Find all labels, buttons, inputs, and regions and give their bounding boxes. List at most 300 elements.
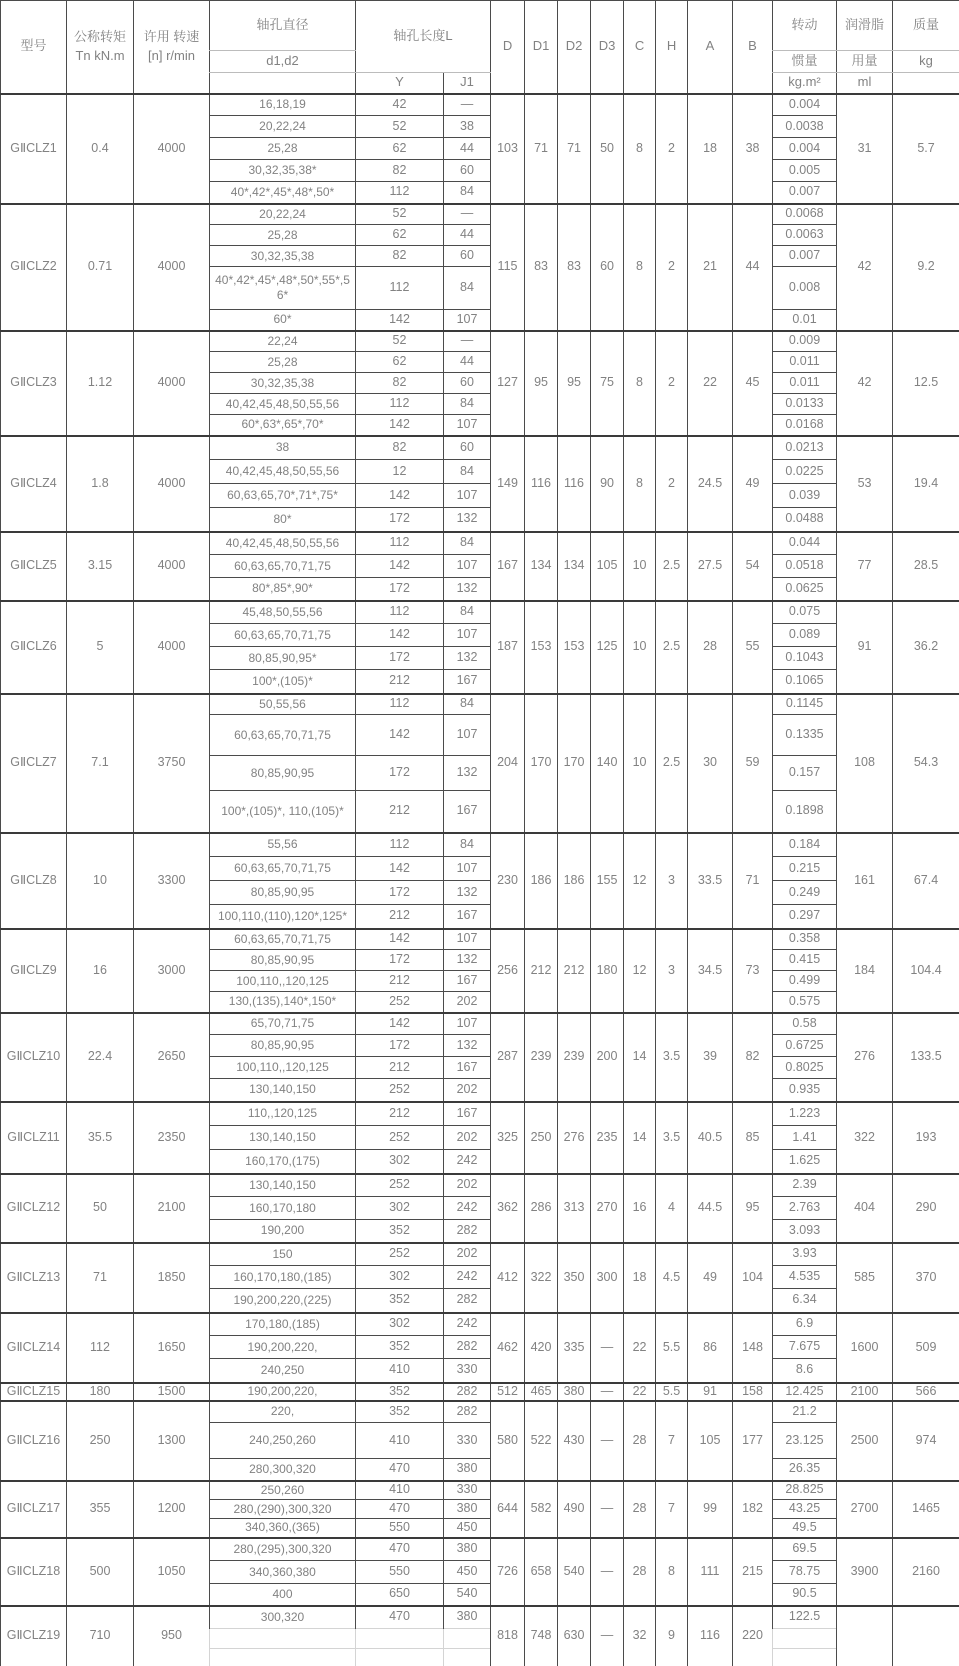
- dim-b-cell: 45: [733, 331, 773, 436]
- mass-cell: 67.4: [893, 833, 959, 929]
- dim-c-cell: 12: [624, 929, 656, 1013]
- inertia-cell: 23.125: [773, 1423, 837, 1459]
- length-j1-cell: 167: [444, 791, 491, 833]
- inertia-cell: 0.1065: [773, 670, 837, 694]
- torque-cell: 250: [67, 1401, 134, 1481]
- dim-h-cell: 5.5: [656, 1383, 688, 1401]
- dim-a-cell: 18: [688, 94, 733, 204]
- dim-h-cell: 2: [656, 94, 688, 204]
- grease-cell: 2500: [837, 1401, 893, 1481]
- dim-h-cell: 8: [656, 1538, 688, 1606]
- dim-h-cell: 2: [656, 204, 688, 331]
- col-header-torque: [67, 1, 134, 94]
- grease-cell: 1600: [837, 1313, 893, 1383]
- length-j1-cell: 330: [444, 1359, 491, 1383]
- model-cell: GⅡCLZ6: [1, 601, 67, 694]
- bore-diameter-cell: 100*,(105)*: [210, 670, 356, 694]
- inertia-cell: 0.01: [773, 310, 837, 331]
- dim-d-cell: 362: [491, 1174, 525, 1243]
- dim-d2-cell: 313: [558, 1174, 591, 1243]
- length-j1-cell: 84: [444, 394, 491, 415]
- dim-a-cell: 91: [688, 1383, 733, 1401]
- torque-cell: 180: [67, 1383, 134, 1401]
- dim-d3-cell: 180: [591, 929, 624, 1013]
- length-y-cell: 212: [356, 905, 444, 929]
- dim-c-cell: 8: [624, 204, 656, 331]
- dim-d2-cell: 116: [558, 436, 591, 532]
- model-cell: GⅡCLZ2: [1, 204, 67, 331]
- speed-cell: 2100: [134, 1174, 210, 1243]
- length-y-cell: 410: [356, 1481, 444, 1500]
- dim-d2-cell: 95: [558, 331, 591, 436]
- torque-cell: 22.4: [67, 1013, 134, 1102]
- bore-diameter-cell: 45,48,50,55,56: [210, 601, 356, 624]
- speed-cell: 4000: [134, 532, 210, 601]
- inertia-cell: 49.5: [773, 1519, 837, 1538]
- dim-h-cell: 5.5: [656, 1313, 688, 1383]
- bore-diameter-cell: 80,85,90,95: [210, 756, 356, 791]
- length-y-cell: 112: [356, 833, 444, 857]
- model-cell: GⅡCLZ10: [1, 1013, 67, 1102]
- inertia-cell: 0.0133: [773, 394, 837, 415]
- inertia-cell: 0.004: [773, 138, 837, 160]
- length-j1-cell: 167: [444, 1057, 491, 1079]
- inertia-cell: 0.005: [773, 160, 837, 182]
- col-header-bore-diameter: 轴孔直径: [210, 1, 356, 51]
- bore-diameter-cell: 25,28: [210, 352, 356, 373]
- dim-c-cell: 22: [624, 1383, 656, 1401]
- grease-cell: 161: [837, 833, 893, 929]
- dim-d1-cell: 582: [525, 1481, 558, 1538]
- length-j1-cell: 84: [444, 182, 491, 204]
- inertia-cell: 26.35: [773, 1459, 837, 1481]
- col-header-grease-unit: ml: [837, 73, 893, 94]
- dim-d1-cell: 239: [525, 1013, 558, 1102]
- col-header-length-y: Y: [356, 73, 444, 94]
- inertia-cell: 0.499: [773, 971, 837, 992]
- dim-d1-cell: 322: [525, 1243, 558, 1313]
- dim-d1-cell: 522: [525, 1401, 558, 1481]
- dim-d3-cell: 60: [591, 204, 624, 331]
- col-header-mass-unit: kg: [893, 51, 959, 73]
- dim-b-cell: 95: [733, 1174, 773, 1243]
- length-j1-cell: 380: [444, 1500, 491, 1519]
- dim-h-cell: 2: [656, 436, 688, 532]
- dim-d2-cell: 630: [558, 1606, 591, 1666]
- dim-a-cell: 99: [688, 1481, 733, 1538]
- length-j1-cell: 132: [444, 647, 491, 670]
- torque-cell: 500: [67, 1538, 134, 1606]
- dim-d1-cell: 250: [525, 1102, 558, 1174]
- dim-d-cell: 644: [491, 1481, 525, 1538]
- col-header-mass: 质量: [893, 1, 959, 51]
- model-cell: GⅡCLZ9: [1, 929, 67, 1013]
- inertia-cell: 0.0488: [773, 508, 837, 532]
- length-y-cell: 410: [356, 1359, 444, 1383]
- bore-diameter-cell: 80,85,90,95: [210, 950, 356, 971]
- length-y-cell: 172: [356, 1035, 444, 1057]
- length-y-cell: 62: [356, 225, 444, 246]
- inertia-cell: 0.575: [773, 992, 837, 1013]
- bore-diameter-cell: 60,63,65,70*,71*,75*: [210, 484, 356, 508]
- speed-cell: 4000: [134, 601, 210, 694]
- dim-h-cell: 7: [656, 1481, 688, 1538]
- dim-h-cell: 9: [656, 1606, 688, 1666]
- mass-cell: 36.2: [893, 601, 959, 694]
- length-y-cell: 212: [356, 791, 444, 833]
- mass-cell: 1465: [893, 1481, 959, 1538]
- mass-cell: 19.4: [893, 436, 959, 532]
- length-y-cell: 252: [356, 1243, 444, 1266]
- length-y-cell: 302: [356, 1313, 444, 1336]
- bore-diameter-cell: 190,200,220,: [210, 1383, 356, 1401]
- dim-d2-cell: 350: [558, 1243, 591, 1313]
- length-j1-cell: 167: [444, 1102, 491, 1126]
- torque-cell: 71: [67, 1243, 134, 1313]
- torque-cell: 5: [67, 601, 134, 694]
- inertia-cell: 122.5: [773, 1606, 837, 1629]
- torque-cell: 3.15: [67, 532, 134, 601]
- dim-d-cell: 103: [491, 94, 525, 204]
- dim-a-cell: 49: [688, 1243, 733, 1313]
- inertia-cell: 78.75: [773, 1561, 837, 1584]
- grease-cell: 108: [837, 694, 893, 833]
- dim-b-cell: 148: [733, 1313, 773, 1383]
- inertia-cell: 12.425: [773, 1383, 837, 1401]
- dim-d3-cell: 125: [591, 601, 624, 694]
- mass-cell: 2160: [893, 1538, 959, 1606]
- bore-diameter-cell: 240,250,260: [210, 1423, 356, 1459]
- bore-diameter-cell: 50,55,56: [210, 694, 356, 715]
- bore-diameter-cell: 60,63,65,70,71,75: [210, 555, 356, 578]
- bore-diameter-cell: 280,300,320: [210, 1459, 356, 1481]
- length-y-cell: 212: [356, 670, 444, 694]
- dim-b-cell: 38: [733, 94, 773, 204]
- dim-d3-cell: —: [591, 1538, 624, 1606]
- inertia-cell: 21.2: [773, 1401, 837, 1423]
- header-spacer: [893, 73, 959, 94]
- dim-d1-cell: 170: [525, 694, 558, 833]
- mass-cell: 566: [893, 1383, 959, 1401]
- dim-d-cell: 256: [491, 929, 525, 1013]
- grease-cell: 2700: [837, 1481, 893, 1538]
- inertia-cell: 0.039: [773, 484, 837, 508]
- length-y-cell: [356, 1649, 444, 1666]
- speed-cell: 1850: [134, 1243, 210, 1313]
- dim-d-cell: 512: [491, 1383, 525, 1401]
- speed-cell: 1650: [134, 1313, 210, 1383]
- dim-b-cell: 104: [733, 1243, 773, 1313]
- dim-d3-cell: —: [591, 1383, 624, 1401]
- model-cell: GⅡCLZ18: [1, 1538, 67, 1606]
- dim-a-cell: 111: [688, 1538, 733, 1606]
- bore-diameter-cell: 60,63,65,70,71,75: [210, 624, 356, 647]
- speed-cell: 1300: [134, 1401, 210, 1481]
- length-j1-cell: 60: [444, 436, 491, 460]
- dim-h-cell: 2.5: [656, 694, 688, 833]
- bore-diameter-cell: 30,32,35,38: [210, 246, 356, 267]
- length-j1-cell: 107: [444, 857, 491, 881]
- bore-diameter-cell: 40,42,45,48,50,55,56: [210, 460, 356, 484]
- dim-c-cell: 28: [624, 1538, 656, 1606]
- length-y-cell: 142: [356, 1013, 444, 1035]
- dim-c-cell: 8: [624, 436, 656, 532]
- length-y-cell: 650: [356, 1584, 444, 1606]
- length-j1-cell: 84: [444, 694, 491, 715]
- grease-cell: 2100: [837, 1383, 893, 1401]
- length-j1-cell: 132: [444, 756, 491, 791]
- model-cell: GⅡCLZ12: [1, 1174, 67, 1243]
- dim-a-cell: 28: [688, 601, 733, 694]
- bore-diameter-cell: 190,200: [210, 1220, 356, 1243]
- length-j1-cell: 38: [444, 116, 491, 138]
- inertia-cell: 0.0625: [773, 578, 837, 601]
- length-j1-cell: 60: [444, 246, 491, 267]
- length-y-cell: 352: [356, 1289, 444, 1313]
- length-j1-cell: 202: [444, 992, 491, 1013]
- length-y-cell: 470: [356, 1606, 444, 1629]
- dim-d2-cell: 380: [558, 1383, 591, 1401]
- length-y-cell: 252: [356, 992, 444, 1013]
- length-y-cell: 172: [356, 756, 444, 791]
- bore-diameter-cell: 40,42,45,48,50,55,56: [210, 394, 356, 415]
- col-header-inertia-unit: kg.m²: [773, 73, 837, 94]
- length-y-cell: 470: [356, 1459, 444, 1481]
- dim-d3-cell: 90: [591, 436, 624, 532]
- grease-cell: 91: [837, 601, 893, 694]
- col-header-b: B: [733, 1, 773, 94]
- length-y-cell: 302: [356, 1150, 444, 1174]
- dim-d-cell: 204: [491, 694, 525, 833]
- dim-d2-cell: 186: [558, 833, 591, 929]
- length-y-cell: 352: [356, 1336, 444, 1359]
- torque-cell: 112: [67, 1313, 134, 1383]
- length-j1-cell: 282: [444, 1401, 491, 1423]
- spec-table-body: [1, 94, 959, 1666]
- length-j1-cell: 84: [444, 460, 491, 484]
- length-j1-cell: 330: [444, 1481, 491, 1500]
- bore-diameter-cell: 80*,85*,90*: [210, 578, 356, 601]
- dim-c-cell: 16: [624, 1174, 656, 1243]
- col-header-torque-line1: 公称转矩: [69, 28, 131, 47]
- length-j1-cell: 44: [444, 352, 491, 373]
- bore-diameter-cell: 190,200,220,: [210, 1336, 356, 1359]
- col-header-torque-line2: Tn kN.m: [69, 47, 131, 66]
- model-cell: GⅡCLZ15: [1, 1383, 67, 1401]
- col-header-d1: D1: [525, 1, 558, 94]
- dim-h-cell: 4: [656, 1174, 688, 1243]
- dim-b-cell: 82: [733, 1013, 773, 1102]
- dim-d2-cell: 153: [558, 601, 591, 694]
- inertia-cell: 2.39: [773, 1174, 837, 1197]
- dim-a-cell: 39: [688, 1013, 733, 1102]
- dim-b-cell: 54: [733, 532, 773, 601]
- mass-cell: 133.5: [893, 1013, 959, 1102]
- inertia-cell: 0.011: [773, 373, 837, 394]
- inertia-cell: 0.1145: [773, 694, 837, 715]
- length-j1-cell: 44: [444, 138, 491, 160]
- dim-d-cell: 325: [491, 1102, 525, 1174]
- speed-cell: 4000: [134, 94, 210, 204]
- inertia-cell: 0.58: [773, 1013, 837, 1035]
- length-y-cell: 42: [356, 94, 444, 116]
- mass-cell: 54.3: [893, 694, 959, 833]
- length-y-cell: 550: [356, 1561, 444, 1584]
- model-cell: GⅡCLZ1: [1, 94, 67, 204]
- length-j1-cell: 132: [444, 950, 491, 971]
- length-j1-cell: 84: [444, 532, 491, 555]
- dim-b-cell: 73: [733, 929, 773, 1013]
- torque-cell: 10: [67, 833, 134, 929]
- dim-d-cell: 818: [491, 1606, 525, 1666]
- dim-h-cell: 4.5: [656, 1243, 688, 1313]
- dim-c-cell: 14: [624, 1102, 656, 1174]
- inertia-cell: 0.009: [773, 331, 837, 352]
- bore-diameter-cell: 80*: [210, 508, 356, 532]
- dim-a-cell: 105: [688, 1401, 733, 1481]
- dim-h-cell: 3: [656, 833, 688, 929]
- grease-cell: [837, 1606, 893, 1666]
- dim-d-cell: 726: [491, 1538, 525, 1606]
- col-header-d2: D2: [558, 1, 591, 94]
- bore-diameter-cell: 60*,63*,65*,70*: [210, 415, 356, 436]
- bore-diameter-cell: 340,360,380: [210, 1561, 356, 1584]
- inertia-cell: 90.5: [773, 1584, 837, 1606]
- length-j1-cell: 60: [444, 373, 491, 394]
- dim-c-cell: 8: [624, 331, 656, 436]
- dim-a-cell: 22: [688, 331, 733, 436]
- dim-d2-cell: 239: [558, 1013, 591, 1102]
- dim-d-cell: 230: [491, 833, 525, 929]
- dim-d-cell: 412: [491, 1243, 525, 1313]
- dim-d-cell: 462: [491, 1313, 525, 1383]
- dim-a-cell: 86: [688, 1313, 733, 1383]
- length-j1-cell: 84: [444, 267, 491, 310]
- length-y-cell: 352: [356, 1383, 444, 1401]
- dim-d1-cell: 658: [525, 1538, 558, 1606]
- inertia-cell: 0.0518: [773, 555, 837, 578]
- bore-diameter-cell: 40*,42*,45*,48*,50*: [210, 182, 356, 204]
- bore-diameter-cell: 220,: [210, 1401, 356, 1423]
- length-y-cell: 470: [356, 1538, 444, 1561]
- length-j1-cell: 540: [444, 1584, 491, 1606]
- grease-cell: 585: [837, 1243, 893, 1313]
- dim-c-cell: 10: [624, 601, 656, 694]
- length-y-cell: 112: [356, 267, 444, 310]
- bore-diameter-cell: 60,63,65,70,71,75: [210, 715, 356, 756]
- length-j1-cell: 380: [444, 1606, 491, 1629]
- inertia-cell: 2.763: [773, 1197, 837, 1220]
- dim-a-cell: 116: [688, 1606, 733, 1666]
- length-y-cell: 212: [356, 1102, 444, 1126]
- bore-diameter-cell: 40*,42*,45*,48*,50*,55*,56*: [210, 267, 356, 310]
- length-j1-cell: 282: [444, 1336, 491, 1359]
- length-j1-cell: 242: [444, 1150, 491, 1174]
- dim-d2-cell: 490: [558, 1481, 591, 1538]
- mass-cell: 5.7: [893, 94, 959, 204]
- inertia-cell: 0.215: [773, 857, 837, 881]
- model-cell: GⅡCLZ7: [1, 694, 67, 833]
- length-j1-cell: 107: [444, 715, 491, 756]
- dim-b-cell: 49: [733, 436, 773, 532]
- dim-d1-cell: 465: [525, 1383, 558, 1401]
- speed-cell: 4000: [134, 436, 210, 532]
- speed-cell: 1500: [134, 1383, 210, 1401]
- length-j1-cell: 107: [444, 555, 491, 578]
- model-cell: GⅡCLZ14: [1, 1313, 67, 1383]
- dim-b-cell: 177: [733, 1401, 773, 1481]
- torque-cell: 16: [67, 929, 134, 1013]
- torque-cell: 355: [67, 1481, 134, 1538]
- bore-diameter-cell: 80,85,90,95: [210, 1035, 356, 1057]
- bore-diameter-cell: 130,140,150: [210, 1126, 356, 1150]
- bore-diameter-cell: 55,56: [210, 833, 356, 857]
- grease-cell: 322: [837, 1102, 893, 1174]
- dim-c-cell: 8: [624, 94, 656, 204]
- length-y-cell: 212: [356, 971, 444, 992]
- inertia-cell: 0.415: [773, 950, 837, 971]
- dim-d2-cell: 540: [558, 1538, 591, 1606]
- speed-cell: 4000: [134, 331, 210, 436]
- bore-diameter-cell: 130,(135),140*,150*: [210, 992, 356, 1013]
- length-j1-cell: 107: [444, 929, 491, 950]
- dim-c-cell: 14: [624, 1013, 656, 1102]
- dim-b-cell: 55: [733, 601, 773, 694]
- mass-cell: 290: [893, 1174, 959, 1243]
- dim-h-cell: 3.5: [656, 1102, 688, 1174]
- inertia-cell: 0.249: [773, 881, 837, 905]
- grease-cell: 184: [837, 929, 893, 1013]
- bore-diameter-cell: 25,28: [210, 225, 356, 246]
- model-cell: GⅡCLZ5: [1, 532, 67, 601]
- inertia-cell: 0.007: [773, 246, 837, 267]
- length-j1-cell: 132: [444, 881, 491, 905]
- dim-c-cell: 18: [624, 1243, 656, 1313]
- length-y-cell: 82: [356, 246, 444, 267]
- inertia-cell: 0.008: [773, 267, 837, 310]
- model-cell: GⅡCLZ17: [1, 1481, 67, 1538]
- dim-d3-cell: 140: [591, 694, 624, 833]
- dim-d1-cell: 83: [525, 204, 558, 331]
- inertia-cell: 0.0063: [773, 225, 837, 246]
- dim-d2-cell: 83: [558, 204, 591, 331]
- torque-cell: 0.71: [67, 204, 134, 331]
- length-j1-cell: 282: [444, 1220, 491, 1243]
- length-j1-cell: 132: [444, 578, 491, 601]
- dim-d3-cell: 75: [591, 331, 624, 436]
- bore-diameter-cell: [210, 1649, 356, 1666]
- length-j1-cell: 450: [444, 1519, 491, 1538]
- speed-cell: 2350: [134, 1102, 210, 1174]
- inertia-cell: 0.184: [773, 833, 837, 857]
- inertia-cell: 0.011: [773, 352, 837, 373]
- length-y-cell: 550: [356, 1519, 444, 1538]
- length-y-cell: 302: [356, 1266, 444, 1289]
- dim-d-cell: 149: [491, 436, 525, 532]
- length-y-cell: 52: [356, 204, 444, 225]
- dim-a-cell: 44.5: [688, 1174, 733, 1243]
- inertia-cell: 0.6725: [773, 1035, 837, 1057]
- length-j1-cell: 450: [444, 1561, 491, 1584]
- length-j1-cell: [444, 1629, 491, 1649]
- length-y-cell: 252: [356, 1126, 444, 1150]
- inertia-cell: 3.093: [773, 1220, 837, 1243]
- length-j1-cell: 107: [444, 415, 491, 436]
- length-j1-cell: 167: [444, 670, 491, 694]
- length-y-cell: 12: [356, 460, 444, 484]
- speed-cell: 3750: [134, 694, 210, 833]
- bore-diameter-cell: 130,140,150: [210, 1174, 356, 1197]
